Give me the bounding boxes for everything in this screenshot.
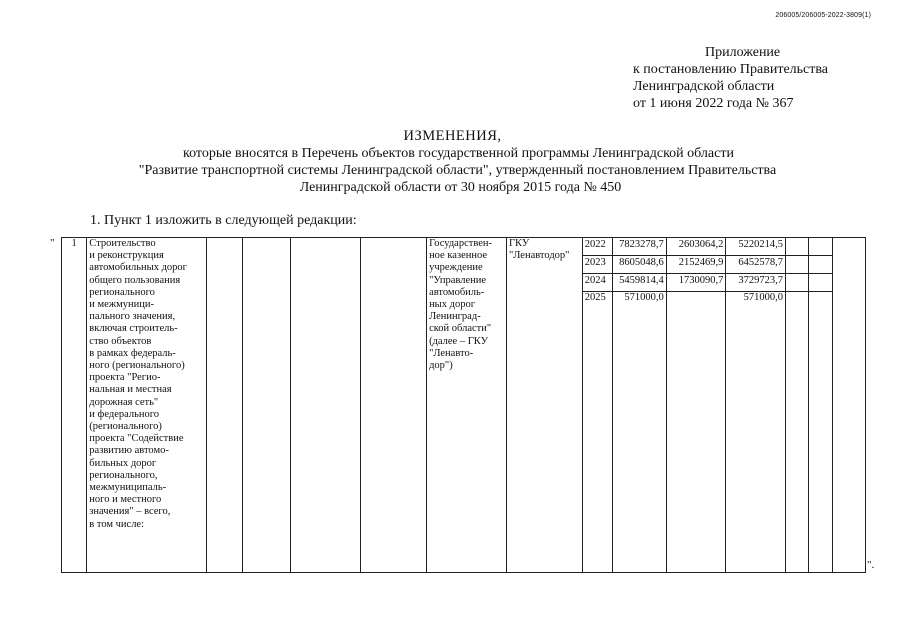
federal-cell: 2152469,9 [666,256,726,274]
executor-cell: ГКУ "Ленавтодор" [506,238,582,573]
year-cell: 2022 [582,238,612,256]
appendix-line-4: от 1 июня 2022 года № 367 [633,96,794,111]
appendix-line-2: к постановлению Правительства [633,62,829,77]
objects-table [61,237,866,573]
federal-cell [666,292,726,573]
empty-cell [206,238,242,573]
appendix-line-1: Приложение [705,45,781,60]
appendix-line-3: Ленинградской области [633,79,775,94]
appendix-block [633,44,828,112]
empty-cell [809,238,832,256]
total-cell: 8605048,6 [613,256,667,274]
object-name-cell: Строительство и реконструкция автомобильных дорог общего пользования регионального и межмуници- пального значения, включая строитель- ство объектов в рамках федераль- ного (регионального) проекта "Регио- нальная и местная дорожная сеть" и федерального (регионального) проекта "Содействие развитию автомо- бильных дорог регионального, межмуниципаль- ного и местного значения" – всего, в том числе: [87,238,206,573]
year-cell: 2024 [582,274,612,292]
table-row [62,238,866,256]
empty-cell [832,238,865,573]
total-cell: 571000,0 [613,292,667,573]
total-cell: 7823278,7 [613,238,667,256]
total-cell: 5459814,4 [613,274,667,292]
customer-cell: Государствен- ное казенное учреждение "Управление автомобиль- ных дорог Ленинград- ской области" (далее – ГКУ "Ленавто- дор") [427,238,507,573]
empty-cell [786,238,809,256]
row-number: 1 [62,238,87,573]
point-instruction: 1. Пункт 1 изложить в следующей редакции: [90,213,357,228]
opening-quote: " [50,237,55,249]
closing-quote: ". [867,559,875,571]
regional-cell: 6452578,7 [726,256,786,274]
empty-cell [290,238,361,573]
title-line-1: ИЗМЕНЕНИЯ, [403,128,502,144]
empty-cell [786,256,809,274]
federal-cell: 2603064,2 [666,238,726,256]
empty-cell [809,274,832,292]
empty-cell [809,256,832,274]
document-id: 206005/206005-2022-3809(1) [775,12,871,19]
title-line-4: Ленинградской области от 30 ноября 2015 года № 450 [299,180,622,195]
empty-cell [243,238,291,573]
empty-cell [786,292,809,573]
title-line-3: "Развитие транспортной системы Ленинградской области", утвержденный постановлением Правительства [138,163,777,178]
year-cell: 2023 [582,256,612,274]
document-title [0,128,905,196]
year-cell: 2025 [582,292,612,573]
federal-cell: 1730090,7 [666,274,726,292]
regional-cell: 5220214,5 [726,238,786,256]
empty-cell [361,238,427,573]
regional-cell: 3729723,7 [726,274,786,292]
empty-cell [809,292,832,573]
regional-cell: 571000,0 [726,292,786,573]
title-line-2: которые вносятся в Перечень объектов государственной программы Ленинградской области [183,146,734,161]
empty-cell [786,274,809,292]
